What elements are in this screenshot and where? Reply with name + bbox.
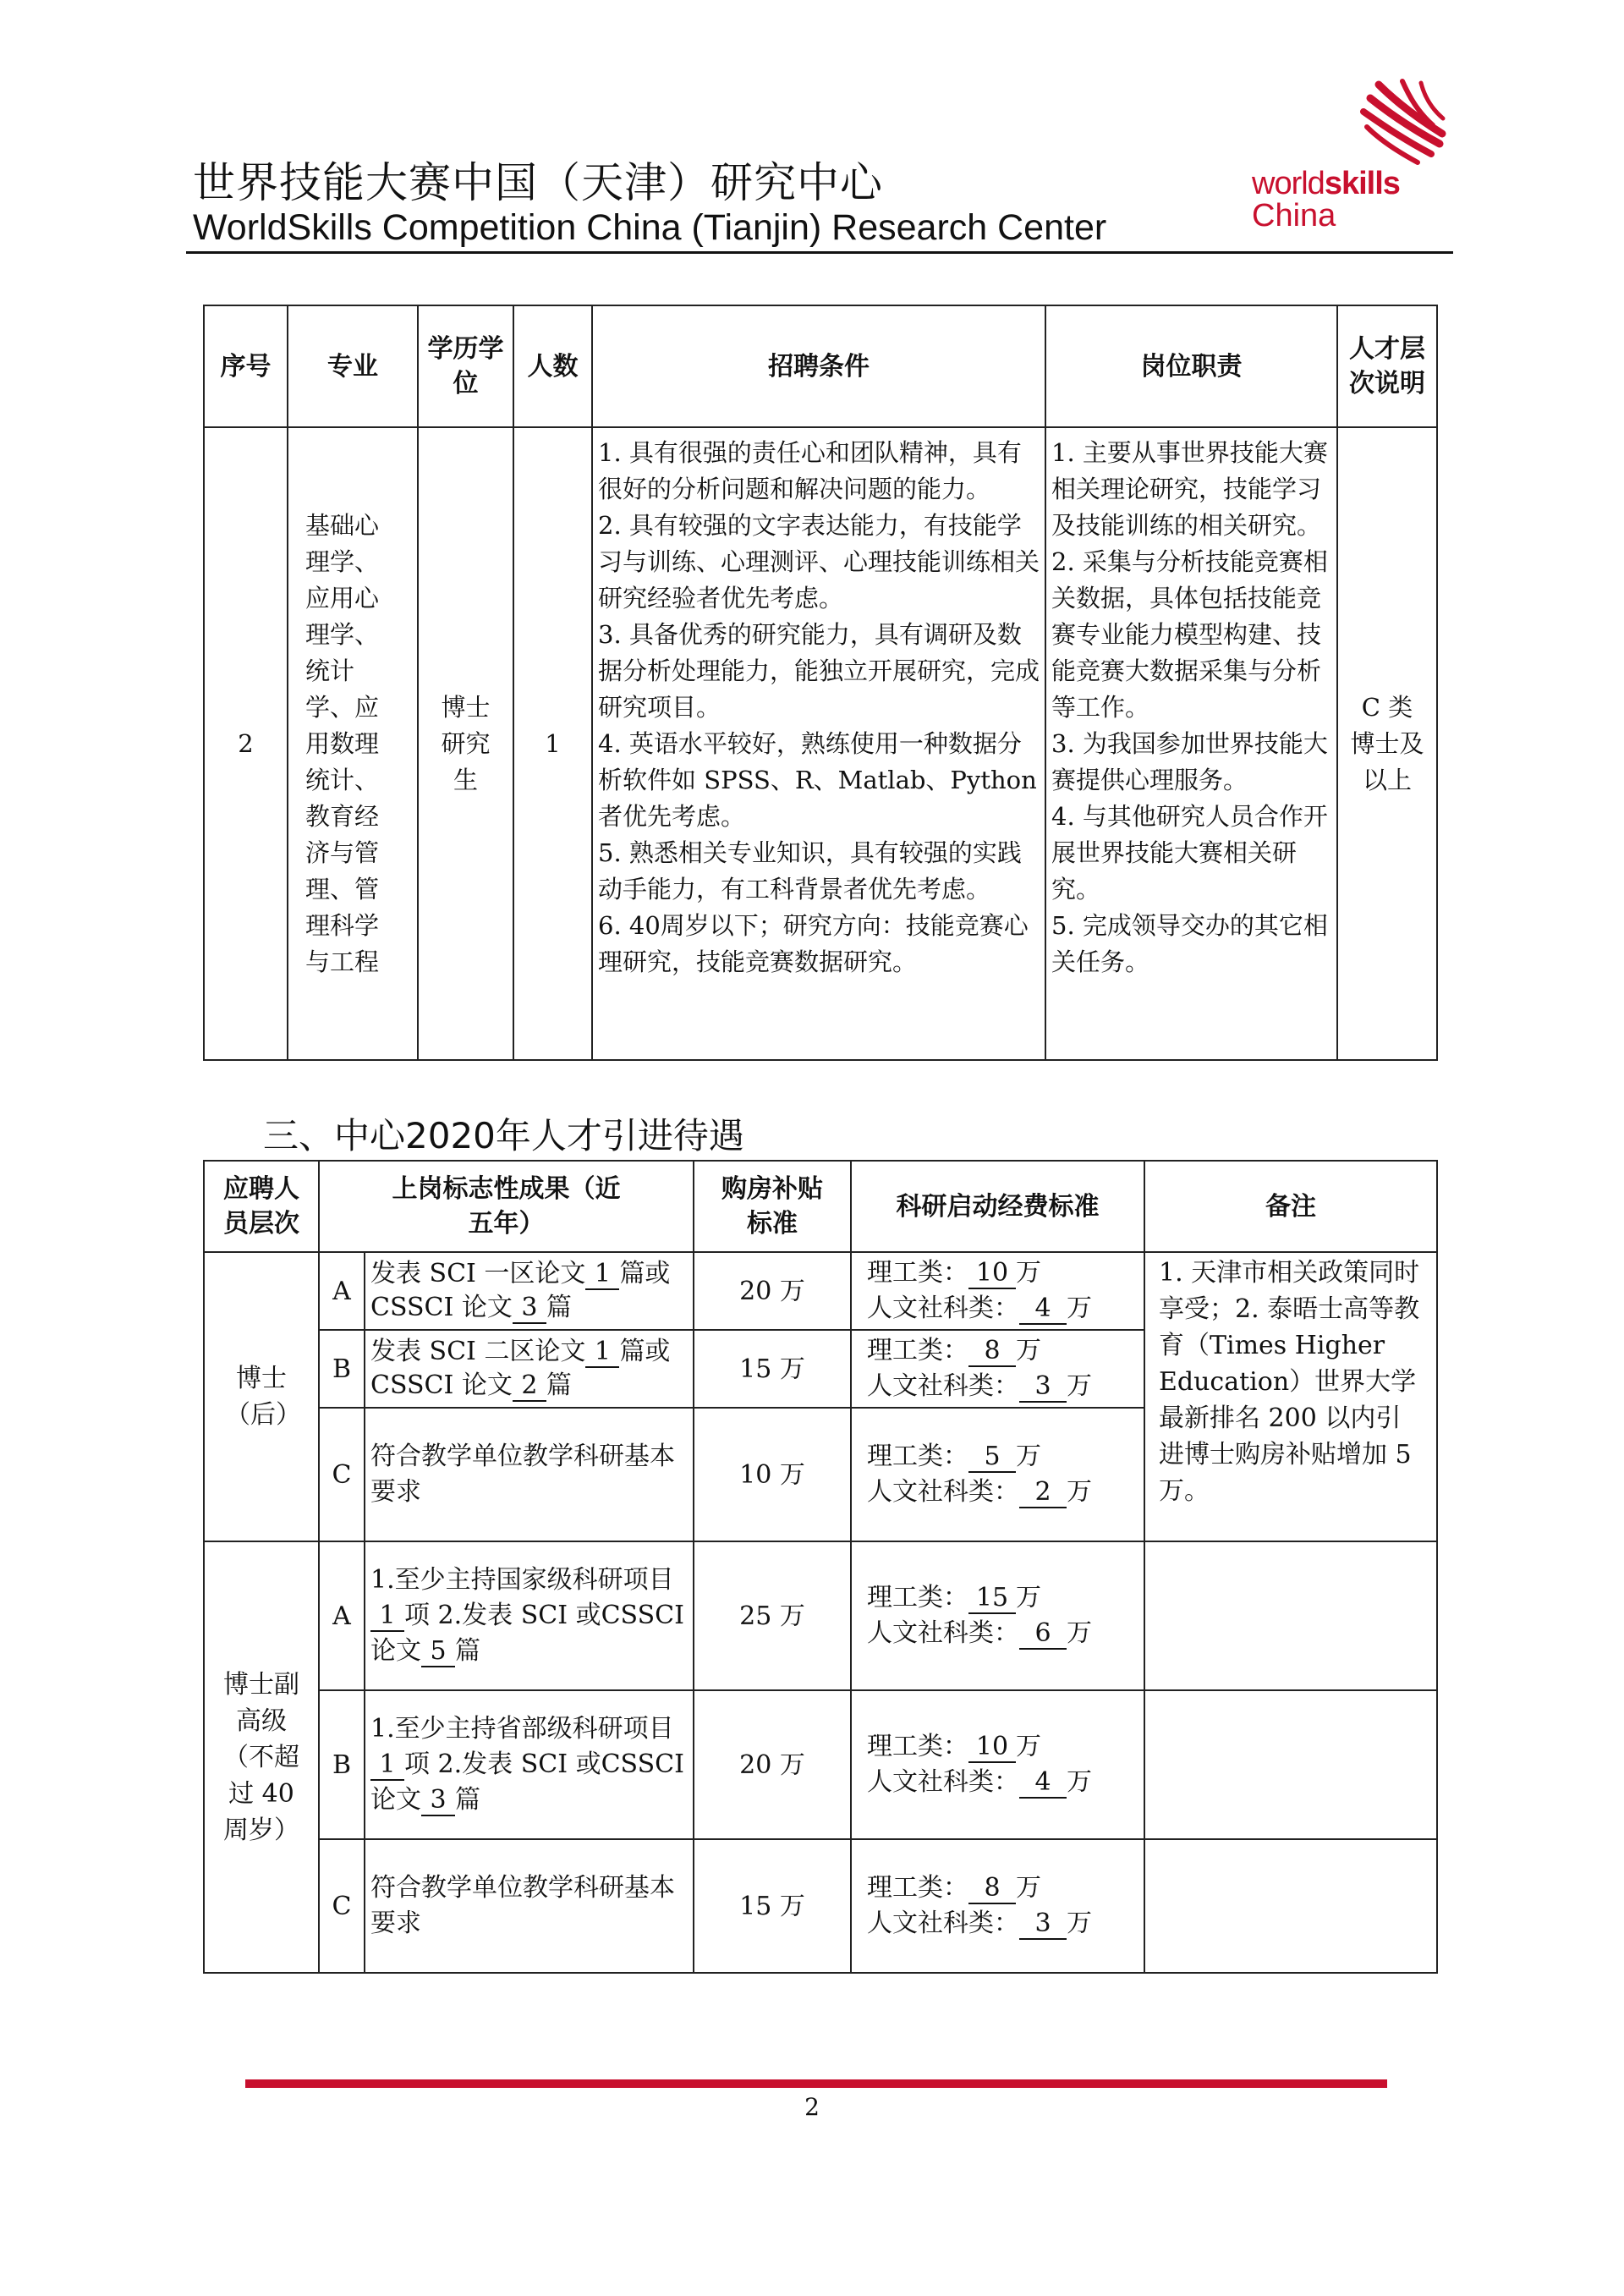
table-header-row bbox=[204, 305, 1437, 427]
housing-subsidy: 20 万 bbox=[694, 1252, 851, 1330]
requirement-item: 3. 具备优秀的研究能力，具有调研及数据分析处理能力，能独立开展研究，完成研究项目。 bbox=[598, 620, 1040, 722]
note-cell-empty bbox=[1144, 1690, 1437, 1839]
housing-subsidy: 15 万 bbox=[694, 1330, 851, 1408]
note-cell: 1. 天津市相关政策同时享受；2. 泰晤士高等教育（Times Higher Education）世界大学最新排名 200 以内引进博士购房补贴增加 5 万。 bbox=[1144, 1252, 1437, 1541]
note-cell-empty bbox=[1144, 1541, 1437, 1690]
section-title: 三、中心2020年人才引进待遇 bbox=[263, 1115, 744, 1156]
header-title-cn: 世界技能大赛中国（天津）研究中心 bbox=[193, 158, 883, 207]
grade-label: C bbox=[319, 1408, 365, 1541]
duty-item: 5. 完成领导交办的其它相关任务。 bbox=[1051, 911, 1328, 976]
research-funding: 理工类： 8 万 人文社科类： 3 万 bbox=[851, 1330, 1144, 1408]
achievement-cell: 符合教学单位教学科研基本要求 bbox=[365, 1839, 694, 1973]
duty-item: 2. 采集与分析技能竞赛相关数据，具体包括技能竞赛专业能力模型构建、技能竞赛大数据采集与分析等工作。 bbox=[1051, 547, 1328, 722]
grade-label: B bbox=[319, 1330, 365, 1408]
grade-label: C bbox=[319, 1839, 365, 1973]
grade-label: A bbox=[319, 1252, 365, 1330]
header-research-funding: 科研启动经费标准 bbox=[851, 1161, 1144, 1252]
grade-label: B bbox=[319, 1690, 365, 1839]
cell-major: 基础心理学、应用心理学、统计学、应用数理统计、教育经济与管理、管理科学与工程 bbox=[288, 427, 418, 1060]
header-title-en: WorldSkills Competition China (Tianjin) Research Center bbox=[193, 207, 1107, 248]
housing-subsidy: 25 万 bbox=[694, 1541, 851, 1690]
table-row bbox=[204, 1690, 1437, 1839]
logo-china-text: China bbox=[1252, 198, 1336, 233]
cell-duties bbox=[1045, 427, 1337, 1060]
header-duties: 岗位职责 bbox=[1045, 305, 1337, 427]
header-degree: 学历学位 bbox=[418, 305, 513, 427]
cell-level: C 类博士及以上 bbox=[1337, 427, 1437, 1060]
achievement-cell: 发表 SCI 二区论文 1 篇或 CSSCI 论文 2 篇 bbox=[365, 1330, 694, 1408]
header-divider bbox=[186, 251, 1453, 254]
research-funding: 理工类： 10 万 人文社科类： 4 万 bbox=[851, 1690, 1144, 1839]
cell-seq: 2 bbox=[204, 427, 288, 1060]
header-major: 专业 bbox=[288, 305, 418, 427]
requirement-item: 6. 40周岁以下；研究方向：技能竞赛心理研究，技能竞赛数据研究。 bbox=[598, 911, 1029, 976]
note-cell-empty bbox=[1144, 1839, 1437, 1973]
header-housing-subsidy: 购房补贴标准 bbox=[694, 1161, 851, 1252]
header-applicant-level: 应聘人员层次 bbox=[204, 1161, 319, 1252]
research-funding: 理工类： 15 万 人文社科类： 6 万 bbox=[851, 1541, 1144, 1690]
table-row bbox=[204, 1252, 1437, 1330]
header-level: 人才层次说明 bbox=[1337, 305, 1437, 427]
benefits-table bbox=[203, 1160, 1438, 1974]
group-name: 博士（后） bbox=[204, 1252, 319, 1541]
table-row bbox=[204, 1839, 1437, 1973]
header-requirements: 招聘条件 bbox=[592, 305, 1045, 427]
duty-item: 3. 为我国参加世界技能大赛提供心理服务。 bbox=[1051, 729, 1328, 794]
housing-subsidy: 15 万 bbox=[694, 1839, 851, 1973]
achievement-cell: 发表 SCI 一区论文 1 篇或 CSSCI 论文 3 篇 bbox=[365, 1252, 694, 1330]
achievement-cell: 1.至少主持国家级科研项目1 项 2.发表 SCI 或CSSCI 论文 5 篇 bbox=[365, 1541, 694, 1690]
duty-item: 1. 主要从事世界技能大赛相关理论研究，技能学习及技能训练的相关研究。 bbox=[1051, 438, 1328, 540]
achievement-cell: 1.至少主持省部级科研项目1 项 2.发表 SCI 或CSSCI 论文 3 篇 bbox=[365, 1690, 694, 1839]
header-achievement: 上岗标志性成果（近五年） bbox=[319, 1161, 694, 1252]
research-funding: 理工类： 10 万 人文社科类： 4 万 bbox=[851, 1252, 1144, 1330]
requirement-item: 5. 熟悉相关专业知识，具有较强的实践动手能力，有工科背景者优先考虑。 bbox=[598, 838, 1022, 904]
housing-subsidy: 20 万 bbox=[694, 1690, 851, 1839]
cell-count: 1 bbox=[513, 427, 592, 1060]
requirement-item: 1. 具有很强的责任心和团队精神，具有很好的分析问题和解决问题的能力。 bbox=[598, 438, 1022, 503]
cell-requirements bbox=[592, 427, 1045, 1060]
achievement-cell: 符合教学单位教学科研基本要求 bbox=[365, 1408, 694, 1541]
grade-label: A bbox=[319, 1541, 365, 1690]
research-funding: 理工类： 5 万 人文社科类： 2 万 bbox=[851, 1408, 1144, 1541]
footer-divider bbox=[245, 2079, 1387, 2088]
cell-degree: 博士研究生 bbox=[418, 427, 513, 1060]
table-header-row bbox=[204, 1161, 1437, 1252]
worldskills-logo bbox=[1252, 74, 1455, 244]
table-row bbox=[204, 427, 1437, 1060]
table-row bbox=[204, 1541, 1437, 1690]
header-seq: 序号 bbox=[204, 305, 288, 427]
logo-wordmark: worldskills bbox=[1252, 166, 1400, 201]
header-count: 人数 bbox=[513, 305, 592, 427]
requirement-item: 2. 具有较强的文字表达能力，有技能学习与训练、心理测评、心理技能训练相关研究经验者优先考虑。 bbox=[598, 511, 1040, 612]
group-name: 博士副高级（不超过 40 周岁） bbox=[204, 1541, 319, 1973]
header-note: 备注 bbox=[1144, 1161, 1437, 1252]
research-funding: 理工类： 8 万 人文社科类： 3 万 bbox=[851, 1839, 1144, 1973]
requirement-item: 4. 英语水平较好，熟练使用一种数据分析软件如 SPSS、R、Matlab、Python者优先考虑。 bbox=[598, 729, 1037, 831]
page-number: 2 bbox=[804, 2093, 820, 2121]
worldskills-flame-icon bbox=[1252, 74, 1455, 168]
housing-subsidy: 10 万 bbox=[694, 1408, 851, 1541]
recruitment-table bbox=[203, 305, 1438, 1061]
duty-item: 4. 与其他研究人员合作开展世界技能大赛相关研究。 bbox=[1051, 802, 1328, 904]
